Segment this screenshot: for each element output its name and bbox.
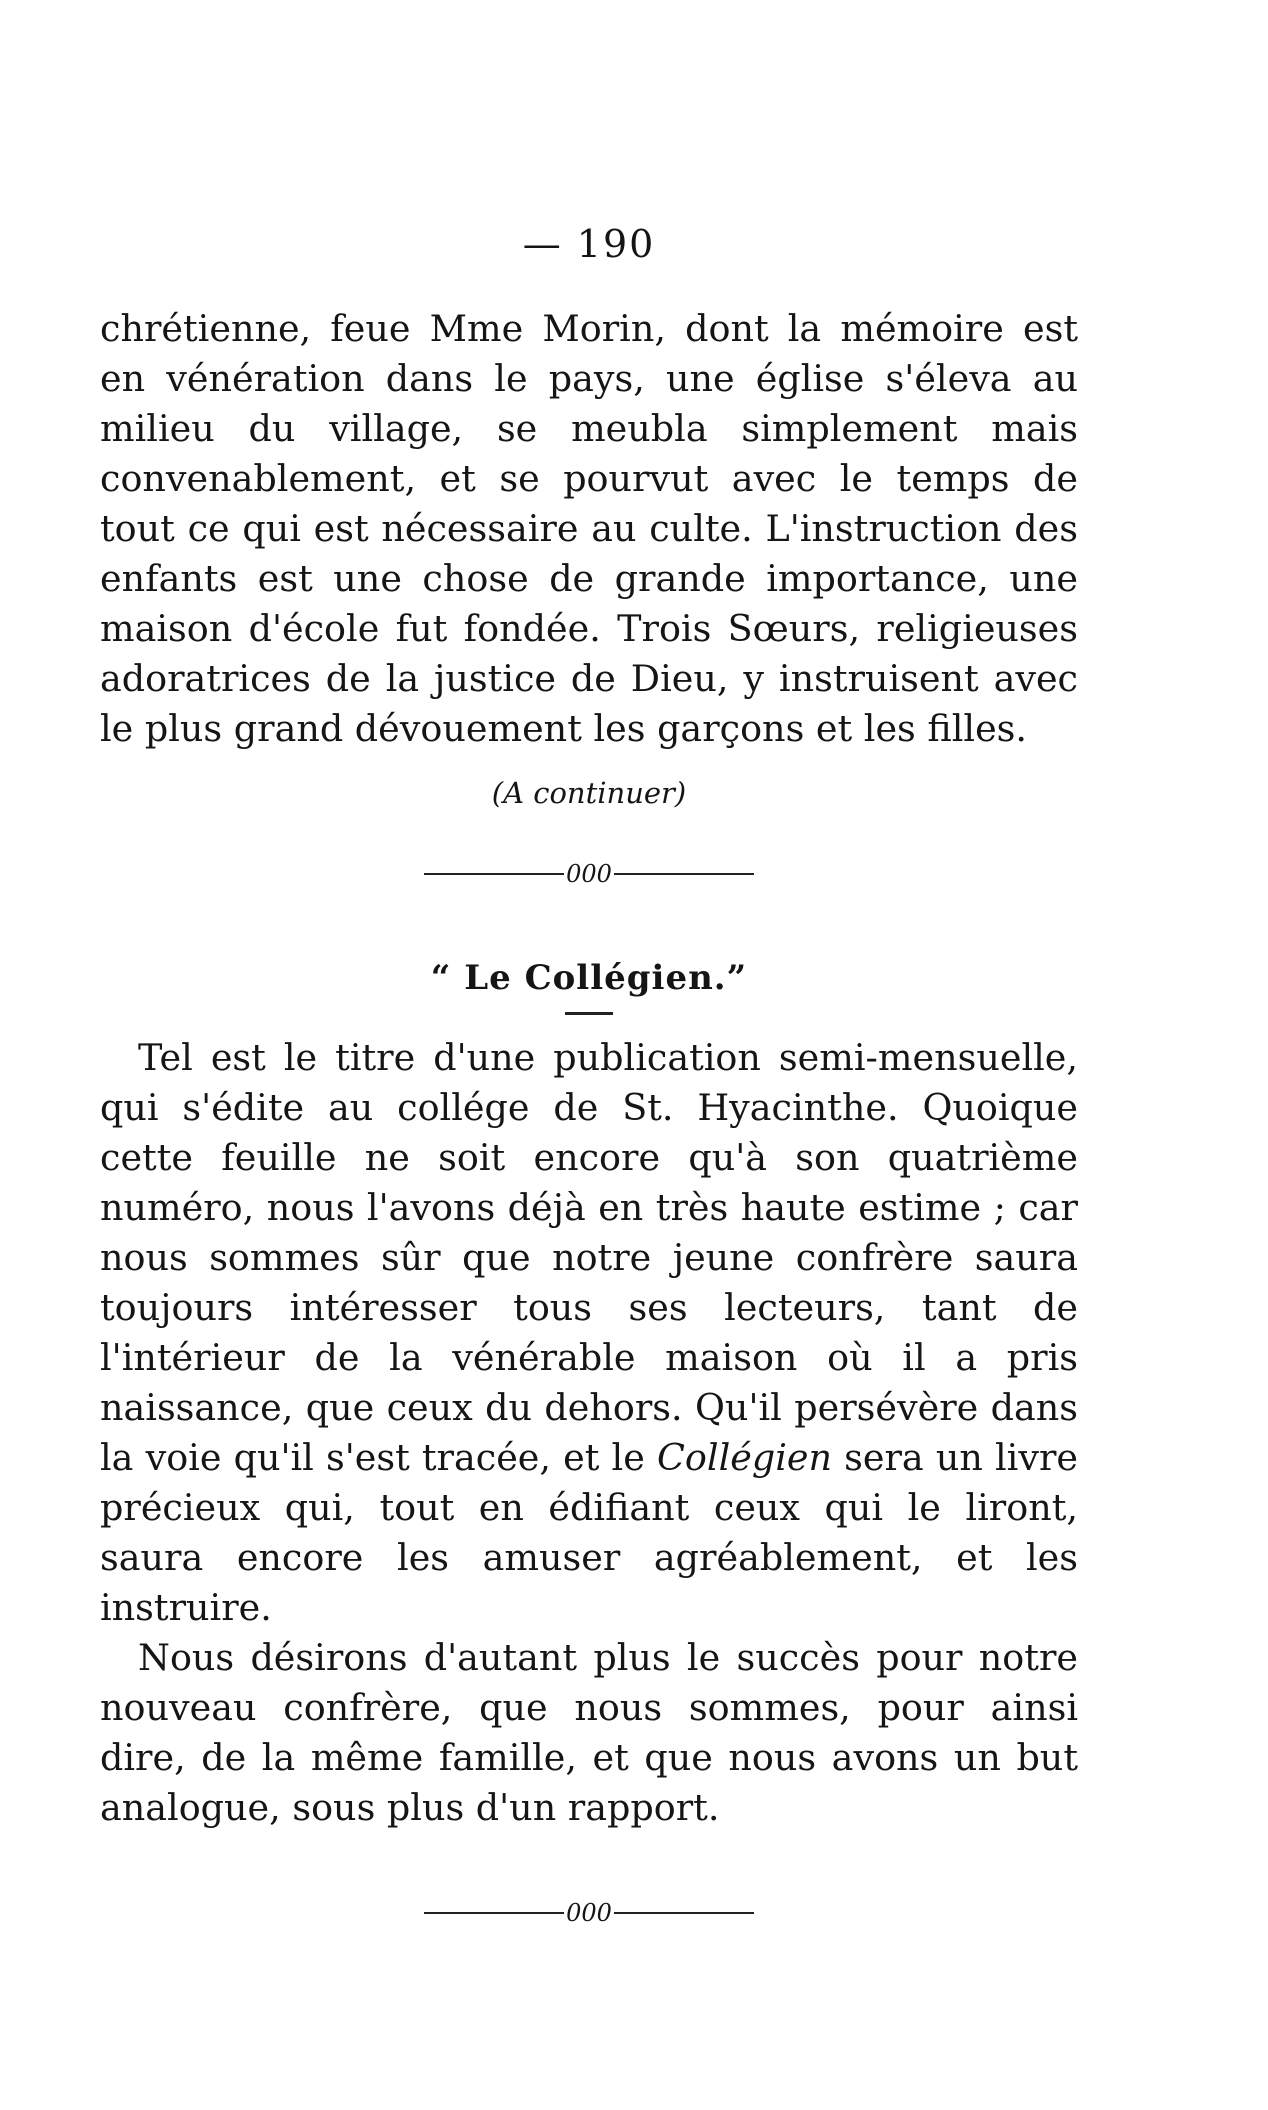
separator-rule-left [424,873,564,875]
paragraph-1-text-a: Tel est le titre d'une publication semi-mensuelle, qui s'édite au collége de St. Hyacinthe. Quoique cette feuille ne soit encore qu'à son quatrième numéro, nous l'avons déjà en très haute estime ; car nous sommes sûr que notre jeune confrère saura toujours intéresser tous ses lecteurs, tant de l'intérieur de la vénérable maison où il a pris naissance, que ceux du dehors. Qu'il persévère dans la voie qu'il s'est tracée, et le [100,1036,1078,1479]
article-continuation-paragraph: chrétienne, feue Mme Morin, dont la mémoire est en vénération dans le pays, une église s'éleva au milieu du village, se meubla simplement mais convenablement, et se pourvut avec le temps de tout ce qui est nécessaire au culte. L'instruction des enfants est une chose de grande importance, une maison d'école fut fondée. Trois Sœurs, religieuses adoratrices de la justice de Dieu, y instruisent avec le plus grand dévouement les garçons et les filles. [100,307,1078,750]
end-separator-mark: 000 [566,1899,612,1927]
separator-mark: 000 [566,860,612,888]
end-separator-rule-left [424,1912,564,1914]
end-separator-rule-right [614,1912,754,1914]
section-separator [100,860,1078,888]
article-body [100,1033,1078,1833]
title-underline [565,1012,613,1015]
separator-rule-right [614,873,754,875]
article-paragraph-1 [100,1033,1078,1633]
to-be-continued-note: (A continuer) [491,776,687,810]
article-title: “ Le Collégien.” [430,958,748,998]
paragraph-1-text-b: sera un livre précieux qui, tout en édifiant ceux qui le liront, saura encore les amuser agréablement, et les instruire. [100,1436,1079,1629]
end-separator [100,1899,1078,1927]
page-number: — 190 [522,222,656,266]
publication-name: Collégien [657,1436,832,1479]
article-paragraph-2: Nous désirons d'autant plus le succès pour notre nouveau confrère, que nous sommes, pour ainsi dire, de la même famille, et que nous avons un but analogue, sous plus d'un rapport. [100,1636,1078,1829]
